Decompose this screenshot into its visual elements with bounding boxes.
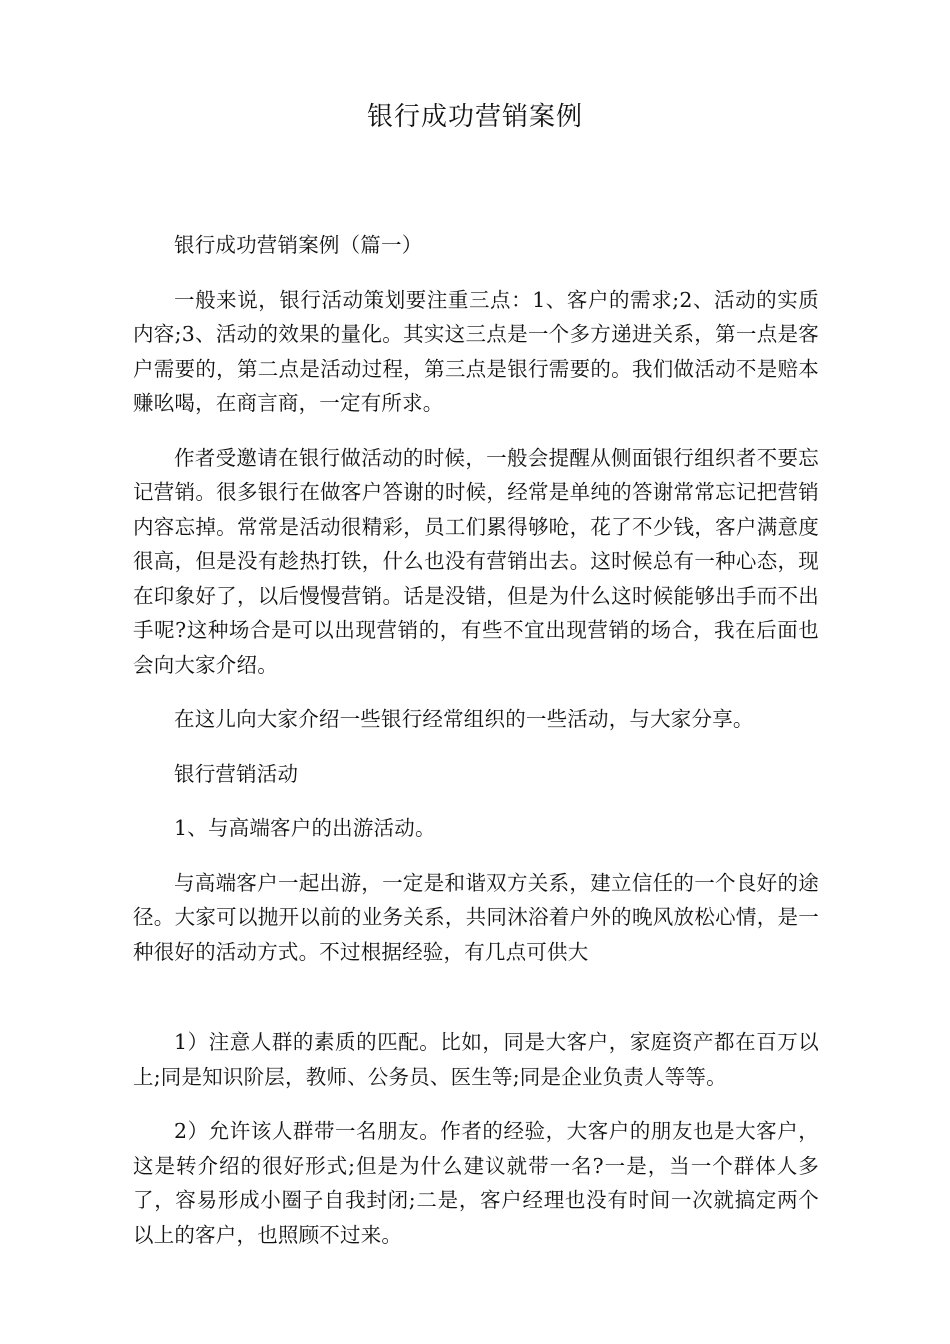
subheading-activities: 银行营销活动 — [174, 761, 299, 786]
paragraph-intro: 一般来说，银行活动策划要注重三点：1、客户的需求;2、活动的实质内容;3、活动的效果的量化。其实这三点是一个多方递进关系，第一点是客户需要的，第二点是活动过程，第三点是银行需要的。我们做活动不是赔本赚吆喝，在商言商，一定有所求。 — [133, 287, 819, 415]
point-1: 1）注意人群的素质的匹配。比如，同是大客户，家庭资产都在百万以上;同是知识阶层，教师、公务员、医生等;同是企业负责人等等。 — [133, 1030, 819, 1089]
section-heading: 银行成功营销案例（篇一） — [174, 233, 423, 257]
document-title: 银行成功营销案例 — [366, 102, 583, 132]
paragraph-outing: 与高端客户一起出游，一定是和谐双方关系，建立信任的一个良好的途径。大家可以抛开以前的业务关系，共同沐浴着户外的晚风放松心情，是一种很好的活动方式。不过根据经验，有几点可供大 — [133, 870, 819, 964]
point-2: 2）允许该人群带一名朋友。作者的经验，大客户的朋友也是大客户，这是转介绍的很好形式;但是为什么建议就带一名?一是，当一个群体人多了，容易形成小圈子自我封闭;二是，客户经理也没有时间一次就搞定两个以上的客户，也照顾不过来。 — [133, 1119, 819, 1247]
paragraph-invitation: 作者受邀请在银行做活动的时候，一般会提醒从侧面银行组织者不要忘记营销。很多银行在做客户答谢的时候，经常是单纯的答谢常常忘记把营销内容忘掉。常常是活动很精彩，员工们累得够呛，花了不少钱，客户满意度很高，但是没有趁热打铁，什么也没有营销出去。这时候总有一种心态，现在印象好了，以后慢慢营销。话是没错，但是为什么这时候能够出手而不出手呢?这种场合是可以出现营销的，有些不宜出现营销的场合，我在后面也会向大家介绍。 — [133, 445, 819, 677]
document-body — [133, 228, 819, 1252]
list-item-outing: 1、与高端客户的出游活动。 — [174, 816, 436, 840]
paragraph-share: 在这儿向大家介绍一些银行经常组织的一些活动，与大家分享。 — [174, 707, 754, 731]
